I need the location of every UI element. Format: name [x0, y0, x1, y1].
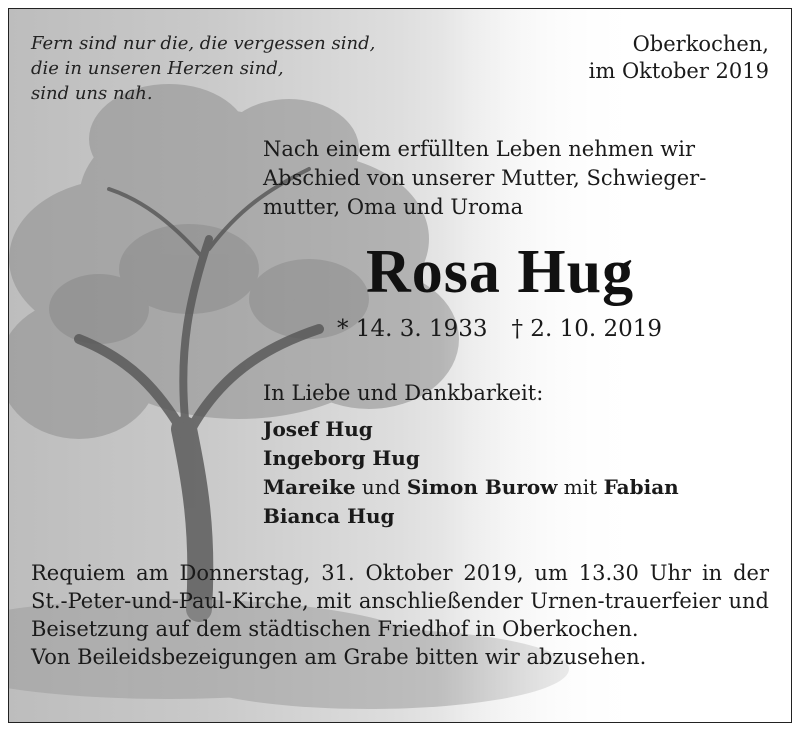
- intro-line-1: Nach einem erfüllten Leben nehmen wir: [263, 137, 695, 161]
- place: Oberkochen,: [632, 32, 769, 56]
- mourners-heading: In Liebe und Dankbarkeit:: [263, 381, 544, 405]
- motto-line-1: Fern sind nur die, die vergessen sind,: [31, 33, 376, 54]
- service-info: [31, 559, 769, 671]
- obituary-frame: [8, 8, 792, 723]
- deceased-name: Rosa Hug: [366, 238, 635, 306]
- mourner-3: Mareike: [263, 475, 356, 499]
- mourner-line-3: [263, 473, 679, 502]
- motto-quote: [31, 31, 375, 106]
- mourner-2: Ingeborg Hug: [263, 446, 420, 470]
- mourners-list: [263, 415, 679, 531]
- intro-line-2: Abschied von unserer Mutter, Schwieger-: [263, 166, 707, 190]
- conjunction-und: und: [361, 475, 401, 499]
- service-text: Requiem am Donnerstag, 31. Oktober 2019, um 13.30 Uhr in der St.-Peter-und-Paul-Kirche, mit anschließender Urnen-trauerfeier und Beisetzung auf dem städtischen Friedhof in Oberkochen.: [31, 561, 769, 641]
- death-date: † 2. 10. 2019: [511, 316, 662, 342]
- place-date: [589, 31, 769, 85]
- birth-date: * 14. 3. 1933: [337, 316, 488, 342]
- motto-line-3: sind uns nah.: [31, 83, 153, 104]
- motto-line-2: die in unseren Herzen sind,: [31, 58, 284, 79]
- life-dates: [337, 314, 662, 344]
- condolence-note: Von Beileidsbezeigungen am Grabe bitten wir abzusehen.: [31, 645, 647, 669]
- conjunction-mit: mit: [563, 475, 598, 499]
- intro-text: [263, 135, 706, 222]
- mourner-1: Josef Hug: [263, 417, 373, 441]
- date: im Oktober 2019: [588, 59, 769, 83]
- mourner-5: Fabian: [603, 475, 679, 499]
- mourner-4: Simon Burow: [406, 475, 558, 499]
- mourner-6: Bianca Hug: [263, 504, 395, 528]
- intro-line-3: mutter, Oma und Uroma: [263, 195, 524, 219]
